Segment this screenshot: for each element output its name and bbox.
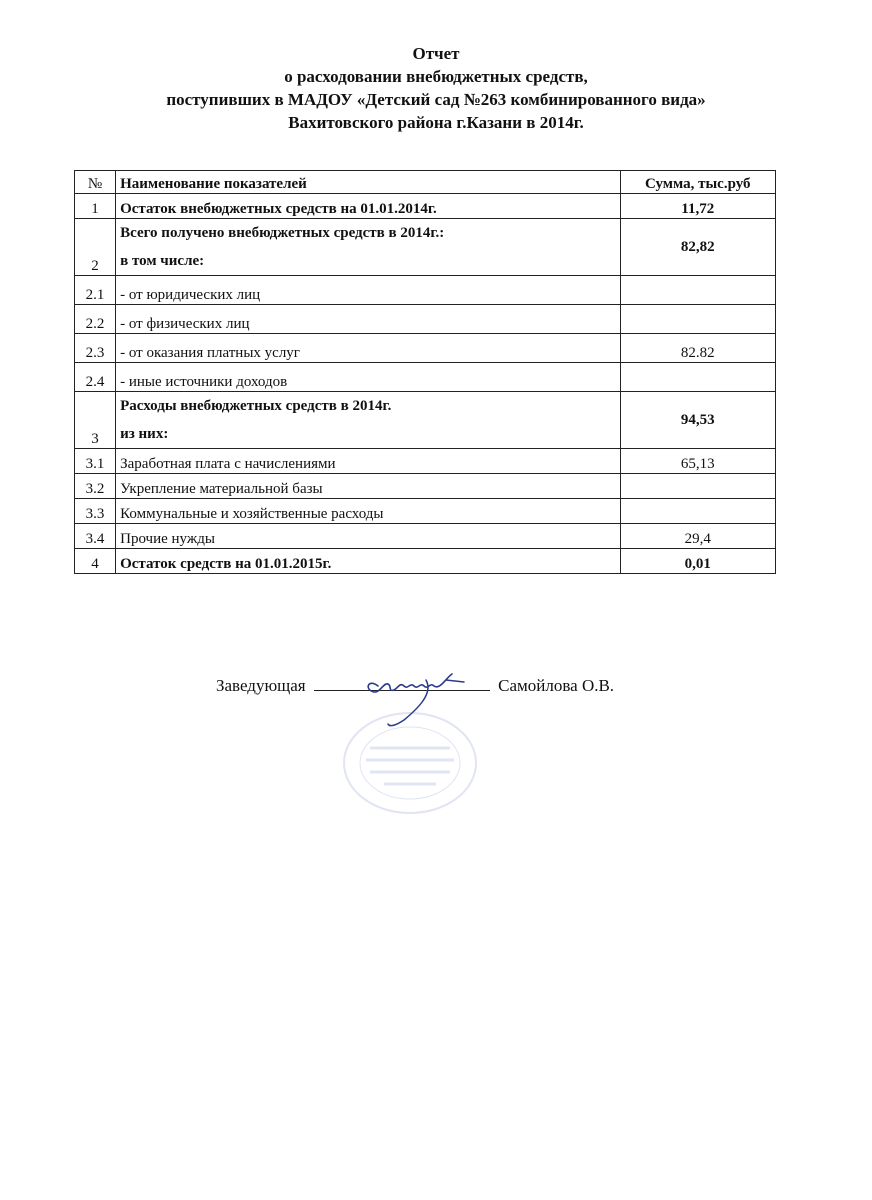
table-row <box>75 276 776 305</box>
table-row <box>75 524 776 549</box>
row-name: - от юридических лиц <box>116 276 620 305</box>
table-header-row <box>75 171 776 194</box>
table-row <box>75 219 776 276</box>
title-line-3: поступивших в МАДОУ «Детский сад №263 комбинированного вида» <box>166 90 706 109</box>
row-name <box>116 219 620 276</box>
row-number: 3.4 <box>75 524 116 549</box>
row-sum <box>620 276 775 305</box>
row-name: Прочие нужды <box>116 524 620 549</box>
row-name: - от оказания платных услуг <box>116 334 620 363</box>
report-table <box>74 170 776 574</box>
row-number: 3.1 <box>75 449 116 474</box>
row-sum: 82,82 <box>620 219 775 276</box>
row-number: 2.3 <box>75 334 116 363</box>
row-name-line-1: Расходы внебюджетных средств в 2014г. <box>120 398 392 414</box>
row-name-line-2: из них: <box>120 426 169 442</box>
row-sum <box>620 499 775 524</box>
table-row <box>75 549 776 574</box>
row-sum: 94,53 <box>620 392 775 449</box>
row-name: - иные источники доходов <box>116 363 620 392</box>
title-line-1: Отчет <box>412 44 460 63</box>
table-row <box>75 392 776 449</box>
table-row <box>75 363 776 392</box>
row-sum: 65,13 <box>620 449 775 474</box>
stamp-seal <box>340 708 480 818</box>
row-name: Остаток внебюджетных средств на 01.01.2014г. <box>116 194 620 219</box>
table-row <box>75 474 776 499</box>
row-name-line-1: Всего получено внебюджетных средств в 2014г.: <box>120 225 445 241</box>
row-number: 2.1 <box>75 276 116 305</box>
row-number: 3.2 <box>75 474 116 499</box>
table-row <box>75 305 776 334</box>
column-header-sum: Сумма, тыс.руб <box>620 171 775 194</box>
row-name: Коммунальные и хозяйственные расходы <box>116 499 620 524</box>
row-number: 2.4 <box>75 363 116 392</box>
row-sum: 82.82 <box>620 334 775 363</box>
row-name: Остаток средств на 01.01.2015г. <box>116 549 620 574</box>
row-sum: 0,01 <box>620 549 775 574</box>
title-line-2: о расходовании внебюджетных средств, <box>284 67 588 86</box>
signer-role: Заведующая <box>216 676 306 695</box>
title-line-4: Вахитовского района г.Казани в 2014г. <box>288 113 584 132</box>
row-sum <box>620 363 775 392</box>
row-name: Заработная плата с начислениями <box>116 449 620 474</box>
table-row <box>75 194 776 219</box>
column-header-name: Наименование показателей <box>116 171 620 194</box>
report-title <box>0 42 872 134</box>
column-header-number: № <box>75 171 116 194</box>
row-number: 4 <box>75 549 116 574</box>
row-name-line-2: в том числе: <box>120 253 205 269</box>
row-name <box>116 392 620 449</box>
row-number: 1 <box>75 194 116 219</box>
table-row <box>75 334 776 363</box>
row-name: - от физических лиц <box>116 305 620 334</box>
row-name: Укрепление материальной базы <box>116 474 620 499</box>
row-sum <box>620 474 775 499</box>
row-sum <box>620 305 775 334</box>
table-row <box>75 449 776 474</box>
row-number: 3.3 <box>75 499 116 524</box>
row-number: 2.2 <box>75 305 116 334</box>
row-sum: 29,4 <box>620 524 775 549</box>
signer-name: Самойлова О.В. <box>498 676 615 695</box>
table-row <box>75 499 776 524</box>
row-sum: 11,72 <box>620 194 775 219</box>
row-number: 2 <box>75 219 116 276</box>
row-number: 3 <box>75 392 116 449</box>
